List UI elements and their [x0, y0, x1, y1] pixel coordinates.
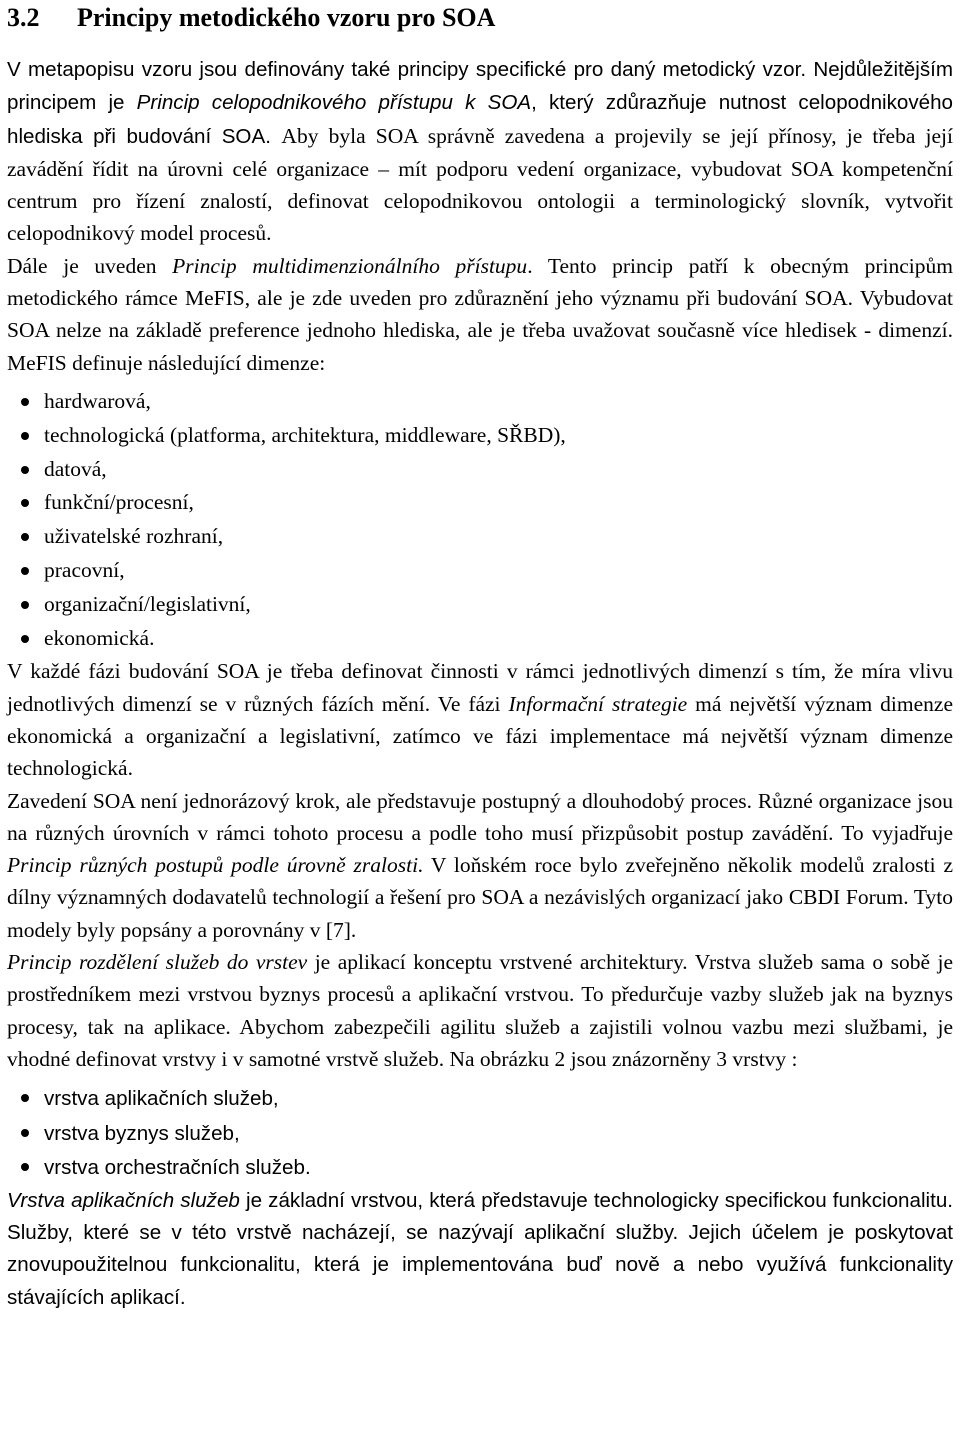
text-run: je aplikací konceptu vrstvené architektury. Vrstva služeb sama o sobě je prostředníkem mezi vrstvou byznys procesů a aplikační vrstvou. To předurčuje vazby služeb jak na byznys procesy, tak na aplikace. Abychom zabezpečili agilitu služeb a zajistili volnou vazbu mezi službami, je vhodné definovat vrstvy i v samotné vrstvě služeb. Na obrázku 2 jsou znázorněny 3 vrstvy :: [7, 950, 953, 1071]
paragraph-multidimenzionalni: [7, 250, 953, 379]
paragraph-metapopis: [7, 53, 953, 250]
italic-principle-name: Princip různých postupů podle úrovně zralosti.: [7, 853, 424, 878]
dimensions-list: [7, 385, 953, 655]
bullet-icon: [21, 432, 29, 440]
list-item-text: technologická (platforma, architektura, middleware, SŘBD),: [44, 422, 566, 447]
paragraph-vrstvy: [7, 946, 953, 1075]
list-item: [7, 1150, 953, 1185]
italic-phase-name: Informační strategie: [508, 691, 688, 716]
section-title: Principy metodického vzoru pro SOA: [77, 3, 496, 32]
bullet-icon: [21, 1163, 29, 1171]
list-item-text: vrstva orchestračních služeb.: [44, 1156, 311, 1180]
bullet-icon: [21, 398, 29, 406]
list-item-text: pracovní,: [44, 557, 125, 582]
list-item-text: vrstva aplikačních služeb,: [44, 1087, 279, 1111]
document-page: [0, 2, 960, 1442]
paragraph-aplikacni-vrstva: [7, 1185, 953, 1314]
text-run: V loňském roce bylo zveřejněno několik modelů zralosti z dílny významných dodavatelů technologií a řešení pro SOA a nezávislých organizací jako CBDI Forum. Tyto modely byly popsány a porovnány v [7].: [7, 853, 953, 942]
bullet-icon: [21, 499, 29, 507]
list-item-text: ekonomická.: [44, 625, 155, 650]
list-item: [7, 622, 953, 656]
list-item: [7, 520, 953, 554]
bullet-icon: [21, 1129, 29, 1137]
bullet-icon: [21, 466, 29, 474]
list-item: [7, 1116, 953, 1151]
bullet-icon: [21, 567, 29, 575]
paragraph-faze: [7, 655, 953, 784]
text-run: V metapopisu vzoru jsou definovány také principy specifické pro daný metodický vzor. Nejdůležitějším principem je: [7, 58, 953, 115]
bullet-icon: [21, 601, 29, 609]
list-item: [7, 588, 953, 622]
italic-principle-name: Princip celopodnikového přístupu k SOA: [136, 91, 532, 115]
list-item-text: hardwarová,: [44, 388, 151, 413]
list-item: [7, 486, 953, 520]
text-run: . Tento princip patří k obecným principům metodického rámce MeFIS, ale je zde uveden pro zdůraznění jeho významu při budování SOA. Vybudovat SOA nelze na základě preference jednoho hlediska, ale je třeba uvažovat současně více hledisek - dimenzí. MeFIS definuje následující dimenze:: [7, 253, 953, 375]
text-run: V každé fázi budování SOA je třeba definovat činnosti v rámci jednotlivých dimenzí s tím, že míra vlivu jednotlivých dimenzí se v různých fázích mění. Ve fázi: [7, 659, 953, 716]
list-item-text: uživatelské rozhraní,: [44, 524, 224, 549]
list-item: [7, 419, 953, 453]
list-item: [7, 1081, 953, 1116]
paragraph-zralost: [7, 785, 953, 946]
section-number: 3.2: [7, 3, 40, 32]
list-item-text: funkční/procesní,: [44, 490, 194, 515]
list-item: [7, 385, 953, 419]
list-item: [7, 554, 953, 588]
text-run: Dále je uveden: [7, 253, 173, 278]
italic-principle-name: Princip rozdělení služeb do vrstev: [7, 950, 308, 975]
list-item: [7, 453, 953, 487]
bullet-icon: [21, 533, 29, 541]
text-run: , který zdůrazňuje nutnost celopodnikového hlediska při budování SOA.: [7, 91, 953, 148]
text-run: Aby byla SOA správně zavedena a projevily se její přínosy, je třeba její zavádění řídit na úrovni celé organizace – mít podporu vedení organizace, vybudovat SOA kompetenční centrum pro řízení znalostí, definovat celopodnikovou ontologii a terminologický slovník, vytvořit celopodnikový model procesů.: [7, 123, 953, 246]
text-run: je základní vrstvou, která představuje technologicky specifickou funkcionalitu. Služby, které se v této vrstvě nacházejí, se nazývají aplikační služby. Jejich účelem je poskytovat znovupoužitelnou funkcionalitu, která je implementována buď nově a nebo využívá funkcionality stávajících aplikací.: [7, 1188, 953, 1309]
italic-layer-name: Vrstva aplikačních služeb: [7, 1188, 240, 1212]
layers-list: [7, 1081, 953, 1185]
bullet-icon: [21, 1094, 29, 1102]
section-heading: [7, 2, 953, 34]
list-item-text: datová,: [44, 456, 107, 481]
list-item-text: vrstva byznys služeb,: [44, 1121, 240, 1145]
text-run: Zavedení SOA není jednorázový krok, ale představuje postupný a dlouhodobý proces. Různé organizace jsou na různých úrovních v rámci tohoto procesu a podle toho musí přizpůsobit postup zavádění. To vyjadřuje: [7, 788, 953, 845]
italic-principle-name: Princip multidimenzionálního přístupu: [172, 253, 528, 278]
bullet-icon: [21, 635, 29, 643]
list-item-text: organizační/legislativní,: [44, 591, 251, 616]
text-run: má největší význam dimenze ekonomická a organizační a legislativní, zatímco ve fázi implementace má největší význam dimenze technologická.: [7, 691, 953, 781]
